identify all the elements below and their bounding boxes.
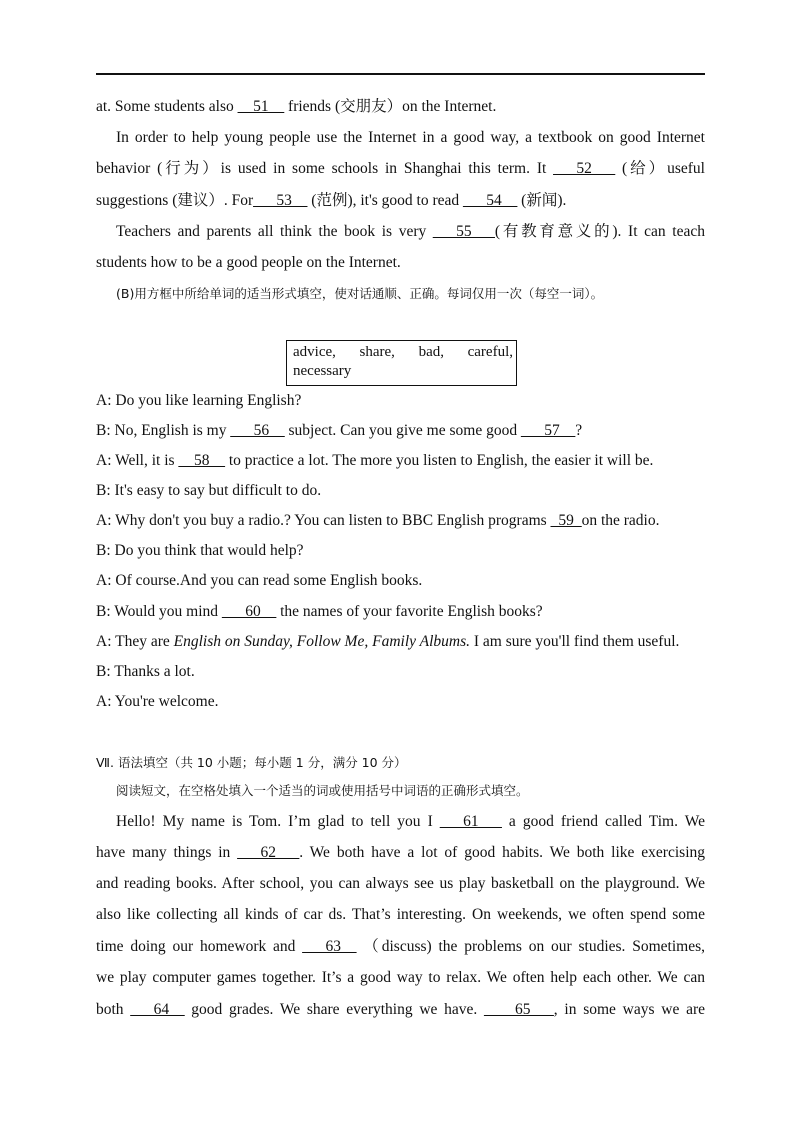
blank-53[interactable]: ___53__ xyxy=(253,192,308,209)
text: (新闻). xyxy=(517,192,567,209)
blank-63[interactable]: ___63__ xyxy=(302,938,357,955)
passage-line: In order to help young people use the Internet in a good way, a textbook on good Internet xyxy=(116,129,705,146)
passage-line xyxy=(96,843,705,863)
passage-line xyxy=(96,97,496,117)
dialogue-line xyxy=(96,421,582,441)
text: Teachers and parents all think the book is very xyxy=(116,223,433,240)
text: B: Would you mind xyxy=(96,603,222,620)
dialogue-line xyxy=(96,602,543,622)
blank-61[interactable]: ___61___ xyxy=(439,813,502,830)
text: good grades. We share everything we have. xyxy=(184,1001,485,1018)
text: behavior (行为）is used in some schools in Shanghai this term. It xyxy=(96,160,554,177)
text: subject. Can you give me some good xyxy=(284,422,521,439)
dialogue-line xyxy=(96,632,679,652)
blank-62[interactable]: ___62___ xyxy=(237,844,300,861)
blank-51[interactable]: __51__ xyxy=(237,98,285,115)
section-vii-instruction: 阅读短文，在空格处填入一个适当的词或使用括号中词语的正确形式填空。 xyxy=(116,783,529,798)
blank-59[interactable]: _59_ xyxy=(550,512,582,529)
passage-line xyxy=(116,222,705,242)
dialogue-line: A: You're welcome. xyxy=(96,693,219,710)
book-titles: English on Sunday, Follow Me, Family Albums. xyxy=(173,633,470,650)
blank-52[interactable]: ___52___ xyxy=(553,160,616,177)
section-vii-heading: Ⅶ. 语法填空（共 10 小题；每小题 1 分，满分 10 分） xyxy=(96,755,407,770)
text: a good friend called Tim. We xyxy=(501,813,705,830)
text: both xyxy=(96,1001,131,1018)
section-b-instruction: (B)用方框中所给单词的适当形式填空，使对话通顺、正确。每词仅用一次（每空一词）。 xyxy=(116,286,604,301)
text: (给）useful xyxy=(615,160,705,177)
blank-54[interactable]: ___54__ xyxy=(463,192,518,209)
text: . We both have a lot of good habits. We both like exercising xyxy=(299,844,705,861)
text: A: Well, it is xyxy=(96,452,179,469)
text: A: They are xyxy=(96,633,174,650)
text: Hello! My name is Tom. I’m glad to tell you I xyxy=(116,813,440,830)
blank-60[interactable]: ___60__ xyxy=(221,603,277,620)
passage-line: students how to be a good people on the Internet. xyxy=(96,254,401,271)
dialogue-line: B: Thanks a lot. xyxy=(96,663,195,680)
text: to practice a lot. The more you listen to English, the easier it will be. xyxy=(224,452,654,469)
text: (范例), it's good to read xyxy=(307,192,464,209)
dialogue-line xyxy=(96,511,660,531)
blank-56[interactable]: ___56__ xyxy=(230,422,285,439)
passage-line: and reading books. After school, you can always see us play basketball on the playground. We xyxy=(96,875,705,892)
dialogue-line: B: It's easy to say but difficult to do. xyxy=(96,482,322,499)
passage-line xyxy=(96,159,705,179)
passage-line xyxy=(96,937,705,957)
header-rule xyxy=(96,73,705,75)
dialogue-line xyxy=(96,451,653,471)
dialogue-line: A: Of course.And you can read some English books. xyxy=(96,572,423,589)
dialogue-line: A: Do you like learning English? xyxy=(96,392,302,409)
passage-line xyxy=(96,191,566,211)
text: on the radio. xyxy=(581,512,660,529)
text: ? xyxy=(575,422,583,439)
text: have many things in xyxy=(96,844,238,861)
text: （discuss) the problems on our studies. Sometimes, xyxy=(356,938,705,955)
blank-57[interactable]: ___57__ xyxy=(520,422,576,439)
dialogue-line: B: Do you think that would help? xyxy=(96,542,304,559)
text: suggestions (建议）. For xyxy=(96,192,254,209)
text: at. Some students also xyxy=(96,98,238,115)
text: I am sure you'll find them useful. xyxy=(469,633,680,650)
text: time doing our homework and xyxy=(96,938,303,955)
text: (有教育意义的). It can teach xyxy=(494,223,705,240)
blank-58[interactable]: __58__ xyxy=(178,452,225,469)
blank-55[interactable]: ___55___ xyxy=(432,223,495,240)
word-box-line: advice, share, bad, careful, xyxy=(293,344,513,360)
text: , in some ways we are xyxy=(553,1001,706,1018)
passage-line: we play computer games together. It’s a good way to relax. We often help each other. We can xyxy=(96,969,705,986)
text: friends (交朋友）on the Internet. xyxy=(284,98,497,115)
text: A: Why don't you buy a radio.? You can listen to BBC English programs xyxy=(96,512,551,529)
text: the names of your favorite English books? xyxy=(276,603,543,620)
blank-64[interactable]: ___64__ xyxy=(130,1001,185,1018)
blank-65[interactable]: ____65___ xyxy=(484,1001,554,1018)
passage-line xyxy=(96,1000,705,1020)
text: B: No, English is my xyxy=(96,422,231,439)
passage-line xyxy=(116,812,705,832)
passage-line: also like collecting all kinds of car ds. That’s interesting. On weekends, we often spend some xyxy=(96,906,705,923)
word-box-line: necessary xyxy=(293,363,352,379)
word-box xyxy=(286,340,517,386)
